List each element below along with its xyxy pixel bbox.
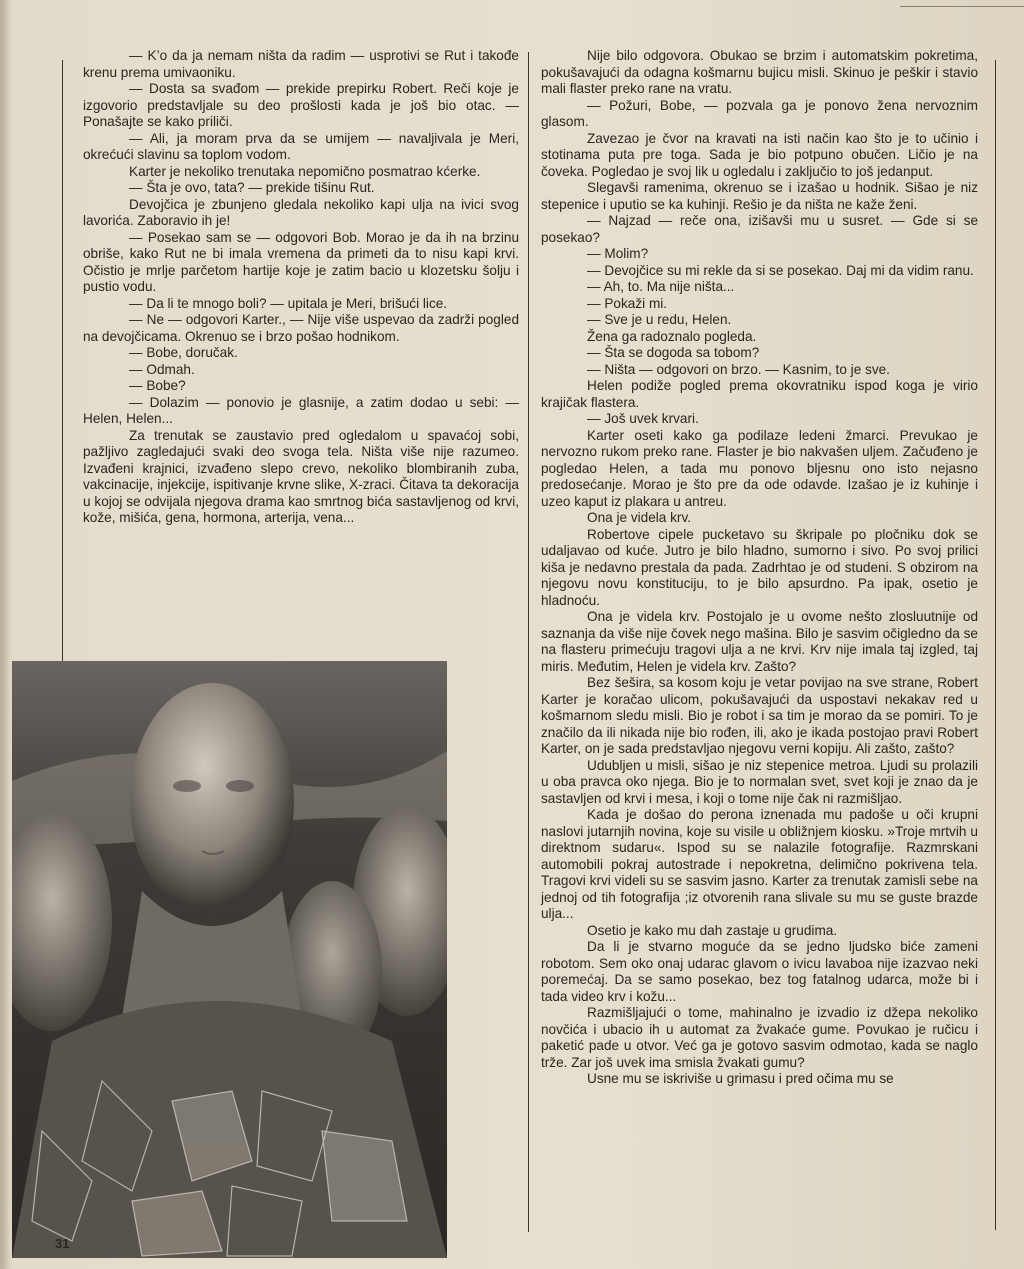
paragraph: — Dolazim — ponovio je glasnije, a zatim dodao u sebi: — Helen, Helen... — [83, 394, 519, 426]
paragraph: Udubljen u misli, sišao je niz stepenice metroa. Ljudi su prolazili u oba pravca oko njega. Bio je to normalan svet, svet koji je znao da je sastavljen od krvi i mesa, i koji o tome nije čak ni razmišljao. — [541, 757, 978, 806]
paragraph: — Ništa — odgovori on brzo. — Kasnim, to je sve. — [587, 361, 890, 377]
paragraph: — Bobe, doručak. — [129, 345, 238, 360]
column-divider-rule — [528, 52, 529, 1232]
paragraph: — K’o da ja nemam ništa da radim — usprotivi se Rut i takođe krenu prema umivaoniku. — [83, 48, 519, 80]
paragraph: Kada je došao do perona iznenada mu padoše u oči krupni naslovi jutarnjih novina, koje su visile u obližnjem kiosku. »Troje mrtvih u direktnom sudaru«. Ispod su se nalazile fotografije. Razmrskani automobili pokraj autostrade i nepokretna, delimično pokrivena tela. Tragovi krvi videli su se sasvim jasno. Karter za trenutak zamisli sebe na jednoj od tih fotografija ;iz otvorenih rana slivale su mu se guste brazde ulja... — [541, 807, 978, 921]
paragraph: — Sve je u redu, Helen. — [587, 312, 732, 327]
paragraph: Žena ga radoznalo pogleda. — [587, 328, 757, 344]
paragraph: Nije bilo odgovora. Obukao se brzim i automatskim pokretima, pokušavajući da odagna košmarnu bujicu misli. Skinuo je peškir i stavio mali flaster preko rane na vratu. — [541, 48, 978, 96]
paragraph: — Dosta sa svađom — prekide prepirku Robert. Reči koje je izgovorio predstavljale su deo prošlosti kada je još bio otac. — Ponašajte se kako priliči. — [83, 81, 519, 129]
paragraph: Karter oseti kako ga podilaze ledeni žmarci. Prevukao je nervozno rukom preko rane. Flaster je bio nakvašen uljem. Začuđeno je pogledao Helen, a tada mu ponovo bljesnu ono isto nejasno predosećanje. Morao je što pre da ode odavde. Izašao je iz kuhinje i uzeo kaput iz plakara u antreu. — [541, 427, 978, 509]
paragraph: — Šta je ovo, tata? — prekide tišinu Rut. — [129, 180, 375, 195]
top-right-rule — [900, 6, 1024, 7]
paragraph: Robertove cipele pucketavo su škripale po pločniku dok se udaljavao od kuće. Jutro je bilo hladno, sumorno i sivo. Po svoj prilici kiša je nedavno prestala da pada. Zadrhtao je od studeni. S obzirom na njegovu novu konstituciju, to je bilo apsurdno. Pa ipak, osetio je hladnoću. — [541, 526, 978, 608]
binding-shadow — [0, 0, 10, 1269]
left-margin-rule — [62, 60, 63, 665]
paragraph: Karter je nekoliko trenutaka nepomično posmatrao kćerke. — [129, 163, 481, 179]
paragraph: — Da li te mnogo boli? — upitala je Meri, brišući lice. — [129, 295, 448, 311]
paragraph: — Molim? — [587, 246, 649, 261]
paragraph: Zavezao je čvor na kravati na isti način kao što je to učinio i stotinama puta pre toga. Sada je bio potpuno obučen. Ličio je na čoveka. Pogledao je svoj lik u ogledalu i zaključio to još jedanput. — [541, 130, 978, 179]
paragraph: Bez šešira, sa kosom koju je vetar povijao na sve strane, Robert Karter je koračao ulicom, pokušavajući da uspostavi nekakav red u košmarnom sledu misli. Bio je robot i sa tim je morao da se pomiri. To je značilo da ili nikada nije bio rođen, ili, ako je ikada postojao pravi Robert Karter, on je sada predstavljao njegovu verni kopiju. Ali zašto, zašto? — [541, 675, 978, 756]
paragraph: Ona je videla krv. — [587, 510, 692, 525]
paragraph: — Odmah. — [129, 361, 195, 377]
paragraph: — Posekao sam se — odgovori Bob. Morao je da ih na brzinu obriše, kako Rut ne bi imala vremena da primeti da to nisu kapi krvi. Očistio je mrlje parčetom hartije koje je zatim bacio u klozetsku šolju i pustio vodu. — [83, 229, 519, 294]
page-number: 31 — [55, 1236, 70, 1251]
paragraph: Ona je videla krv. Postojalo je u ovome nešto zlosluutnije od saznanja da više nije čovek nego mašina. Bilo je sasvim očigledno da se na flasteru primećuju tragovi ulja a ne krvi. Krv nije imala taj izgled, taj miris. Međutim, Helen je videla krv. Zašto? — [541, 609, 978, 674]
paragraph: Devojčica je zbunjeno gledala nekoliko kapi ulja na ivici svog lavorića. Zaboravio ih je! — [83, 196, 519, 228]
paragraph: — Ne — odgovori Karter., — Nije više uspevao da zadrži pogled na devojčicama. Okrenuo se i brzo pošao hodnikom. — [83, 312, 519, 344]
paragraph: — Još uvek krvari. — [587, 411, 699, 426]
paragraph: Slegavši ramenima, okrenuo se i izašao u hodnik. Sišao je niz stepenice i uputio se ka kuhinji. Rešio je da ništa ne kaže ženi. — [541, 180, 978, 212]
paragraph: Helen podiže pogled prema okovratniku ispod koga je virio krajičak flastera. — [541, 378, 978, 410]
paragraph: — Devojčice su mi rekle da si se posekao. Daj mi da vidim ranu. — [587, 262, 974, 278]
paragraph: Usne mu se iskriviše u grimasu i pred očima mu se — [587, 1071, 894, 1086]
text-column-left — [83, 48, 519, 527]
text-column-right — [541, 48, 978, 1088]
illustration-svg — [12, 661, 447, 1258]
paragraph: — Požuri, Bobe, — pozvala ga je ponovo žena nervoznim glasom. — [541, 97, 978, 129]
paragraph: — Najzad — reče ona, izišavši mu u susret. — Gde si se posekao? — [541, 213, 978, 245]
paragraph: — Ali, ja moram prva da se umijem — navaljivala je Meri, okrećući slavinu sa toplom vodom. — [83, 130, 519, 162]
paragraph: Da li je stvarno moguće da se jedno ljudsko biće zameni robotom. Sem oko onaj udarac glavom o ivicu lavaboa nije izazvao neki poremećaj. Da se samo posekao, bez tog fatalnog udarca, može bi i tada video krv i kožu... — [541, 939, 978, 1004]
paragraph: — Pokaži mi. — [587, 295, 668, 311]
paragraph: Razmišljajući o tome, mahinalno je izvadio iz džepa nekoliko novčića i ubacio ih u automat za žvakaće gume. Povukao je ručicu i paketić pade u otvor. Već ga je gotovo sasvim odmotao, kada se naglo trže. Zar još uvek ima smisla žvakati gumu? — [541, 1005, 978, 1070]
paragraph: Za trenutak se zaustavio pred ogledalom u spavaćoj sobi, pažljivo zagledajući svaki deo svoga tela. Ništa više nije razumeo. Izvađeni krajnici, izvađeno slepo crevo, nekoliko blombiranih zuba, vakcinacije, injekcije, ispitivanje krvne slike, X-zraci. Čitava ta dekoracija u kojoj se odvijala njegova drama kao smrtnog bića sastavljenog od krvi, kože, mišića, gena, hormona, arterija, vena... — [83, 427, 519, 525]
paragraph: Osetio je kako mu dah zastaje u grudima. — [587, 922, 838, 938]
right-margin-rule — [995, 60, 996, 1230]
paragraph: — Bobe? — [129, 378, 186, 393]
alien-faces-illustration — [12, 661, 447, 1258]
paragraph: — Šta se dogodа sa tobom? — [587, 345, 760, 360]
paragraph: — Ah, to. Ma nije ništa... — [587, 279, 735, 294]
